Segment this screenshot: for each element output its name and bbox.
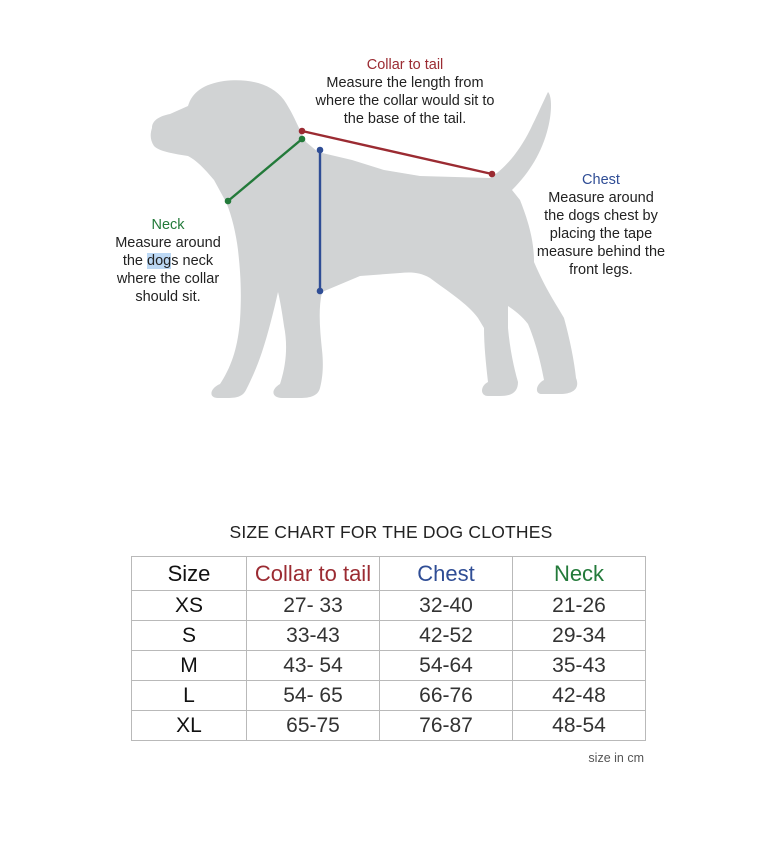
size-cell: M (132, 651, 247, 681)
neck-cell: 29-34 (513, 621, 646, 651)
collar-to-tail-cell: 43- 54 (247, 651, 380, 681)
table-row (132, 681, 646, 711)
size-cell: XL (132, 711, 247, 741)
neck-annotation (108, 216, 228, 306)
chest-annotation (532, 171, 670, 279)
neck-cell: 21-26 (513, 591, 646, 621)
chest-text-line: the dogs chest by (544, 208, 658, 224)
chest-start-dot (317, 147, 324, 154)
neck-cell: 35-43 (513, 651, 646, 681)
header-size: Size (132, 557, 247, 591)
collar-to-tail-text-line: the base of the tail. (343, 111, 467, 127)
collar-to-tail-annotation (300, 56, 510, 128)
chest-end-dot (317, 288, 324, 295)
selected-text-highlight[interactable]: dog (147, 253, 172, 269)
neck-cell: 48-54 (513, 711, 646, 741)
unit-note: size in cm (588, 751, 644, 765)
collar-to-tail-text-line: where the collar would sit to (315, 93, 495, 109)
collar-to-tail-cell: 33-43 (247, 621, 380, 651)
chest-cell: 76-87 (380, 711, 513, 741)
chest-cell: 54-64 (380, 651, 513, 681)
size-cell: XS (132, 591, 247, 621)
chest-text-line: Measure around (548, 190, 654, 206)
neck-start-dot (225, 198, 232, 205)
chest-text-line: placing the tape (549, 226, 653, 242)
collar-to-tail-title: Collar to tail (366, 57, 444, 73)
size-cell: L (132, 681, 247, 711)
table-row (132, 711, 646, 741)
chest-cell: 32-40 (380, 591, 513, 621)
size-cell: S (132, 621, 247, 651)
collar-to-tail-cell: 65-75 (247, 711, 380, 741)
neck-text-pre: the (122, 253, 148, 269)
table-row (132, 591, 646, 621)
chest-title: Chest (582, 172, 620, 188)
table-header-row (132, 557, 646, 591)
neck-text-line (108, 252, 228, 270)
size-chart-title: SIZE CHART FOR THE DOG CLOTHES (229, 522, 553, 542)
collar-to-tail-text-line: Measure the length from (326, 75, 484, 91)
table-row (132, 651, 646, 681)
collar-to-tail-cell: 54- 65 (247, 681, 380, 711)
chest-cell: 66-76 (380, 681, 513, 711)
size-chart-table (131, 556, 646, 741)
header-chest: Chest (380, 557, 513, 591)
collar-to-tail-cell: 27- 33 (247, 591, 380, 621)
neck-text-post: s neck (171, 253, 214, 269)
neck-title: Neck (151, 217, 185, 233)
neck-text-line: Measure around (115, 235, 221, 251)
neck-cell: 42-48 (513, 681, 646, 711)
table-row (132, 621, 646, 651)
header-collar-to-tail: Collar to tail (247, 557, 380, 591)
neck-text-line: should sit. (135, 289, 201, 305)
header-neck: Neck (513, 557, 646, 591)
neck-end-dot (299, 136, 306, 143)
chest-cell: 42-52 (380, 621, 513, 651)
collar-to-tail-end-dot (489, 171, 496, 178)
neck-text-line: where the collar (116, 271, 220, 287)
chest-text-line: measure behind the (536, 244, 666, 260)
collar-to-tail-start-dot (299, 128, 306, 135)
chest-text-line: front legs. (569, 262, 633, 278)
